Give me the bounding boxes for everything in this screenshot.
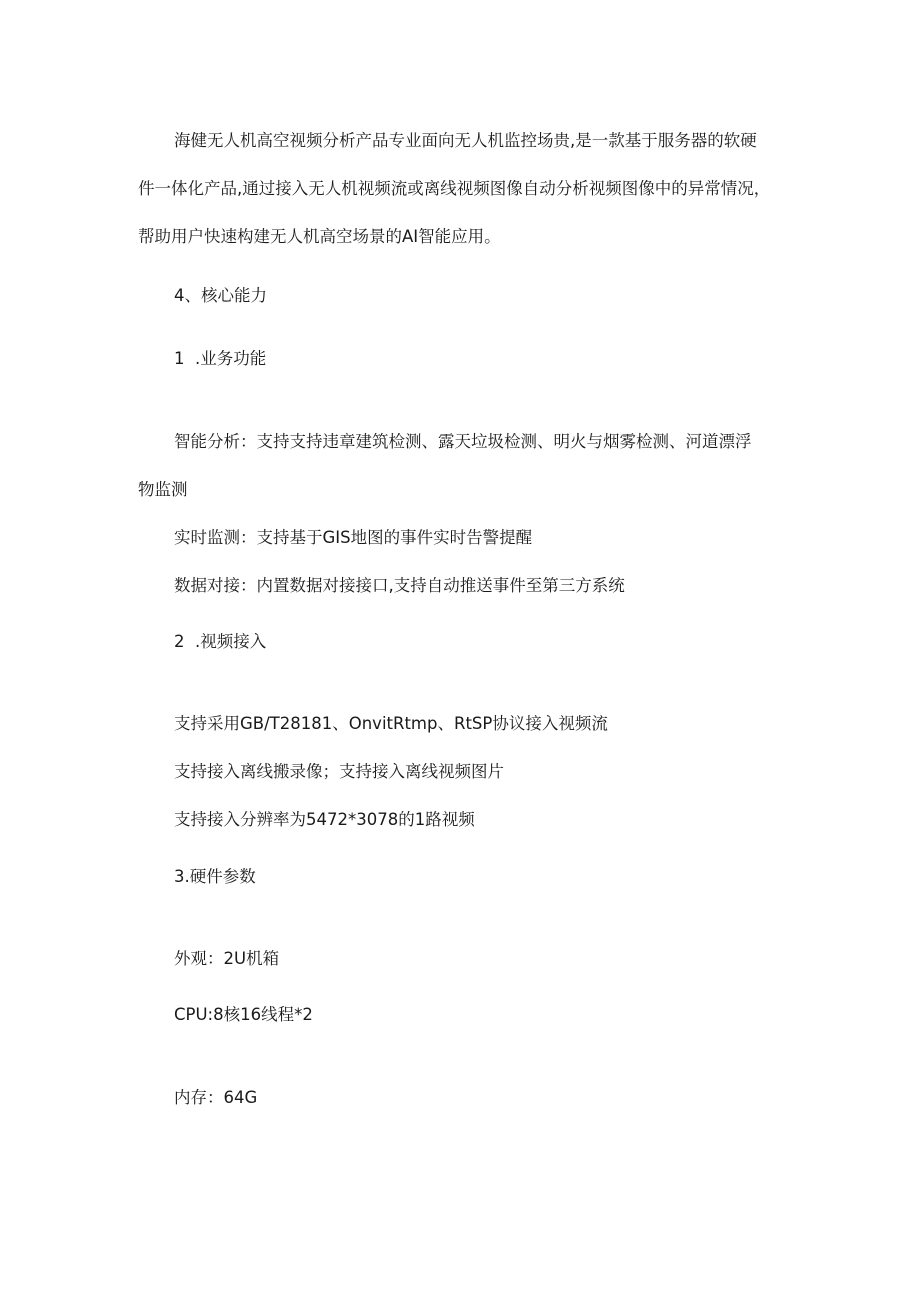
subsection-heading-business-functions: 1 .业务功能 [174,349,267,368]
video-protocols-line: 支持采用GB/T28181、OnvitRtmp、RtSP协议接入视频流 [174,714,608,733]
data-docking-line: 数据对接：内置数据对接接口,支持自动推送事件至第三方系统 [174,576,625,595]
smart-analysis-line: 物监测 [138,480,188,499]
intro-paragraph-line: 海健无人机高空视频分析产品专业面向无人机监控场贵,是一款基于服务器的软硬 [174,131,757,150]
hardware-memory-line: 内存：64G [174,1088,258,1107]
subsection-heading-hardware: 3.硬件参数 [174,867,256,886]
realtime-monitoring-line: 实时监测：支持基于GIS地图的事件实时告警提醒 [174,528,533,547]
hardware-cpu-line: CPU:8核16线程*2 [174,1005,313,1024]
hardware-appearance-line: 外观：2U机箱 [174,949,280,968]
video-offline-line: 支持接入离线搬录像；支持接入离线视频图片 [174,762,504,781]
section-heading-core-capabilities: 4、核心能力 [174,286,267,305]
smart-analysis-line: 智能分析：支持支持违章建筑检测、露天垃圾检测、明火与烟雾检测、河道漂浮 [174,432,752,451]
intro-paragraph-line: 件一体化产品,通过接入无人机视频流或离线视频图像自动分析视频图像中的异常情况， [138,179,771,198]
subsection-heading-video-access: 2 .视频接入 [174,632,267,651]
video-resolution-line: 支持接入分辨率为5472*3078的1路视频 [174,810,475,829]
intro-paragraph-line: 帮助用户快速构建无人机高空场景的AI智能应用。 [138,227,501,246]
